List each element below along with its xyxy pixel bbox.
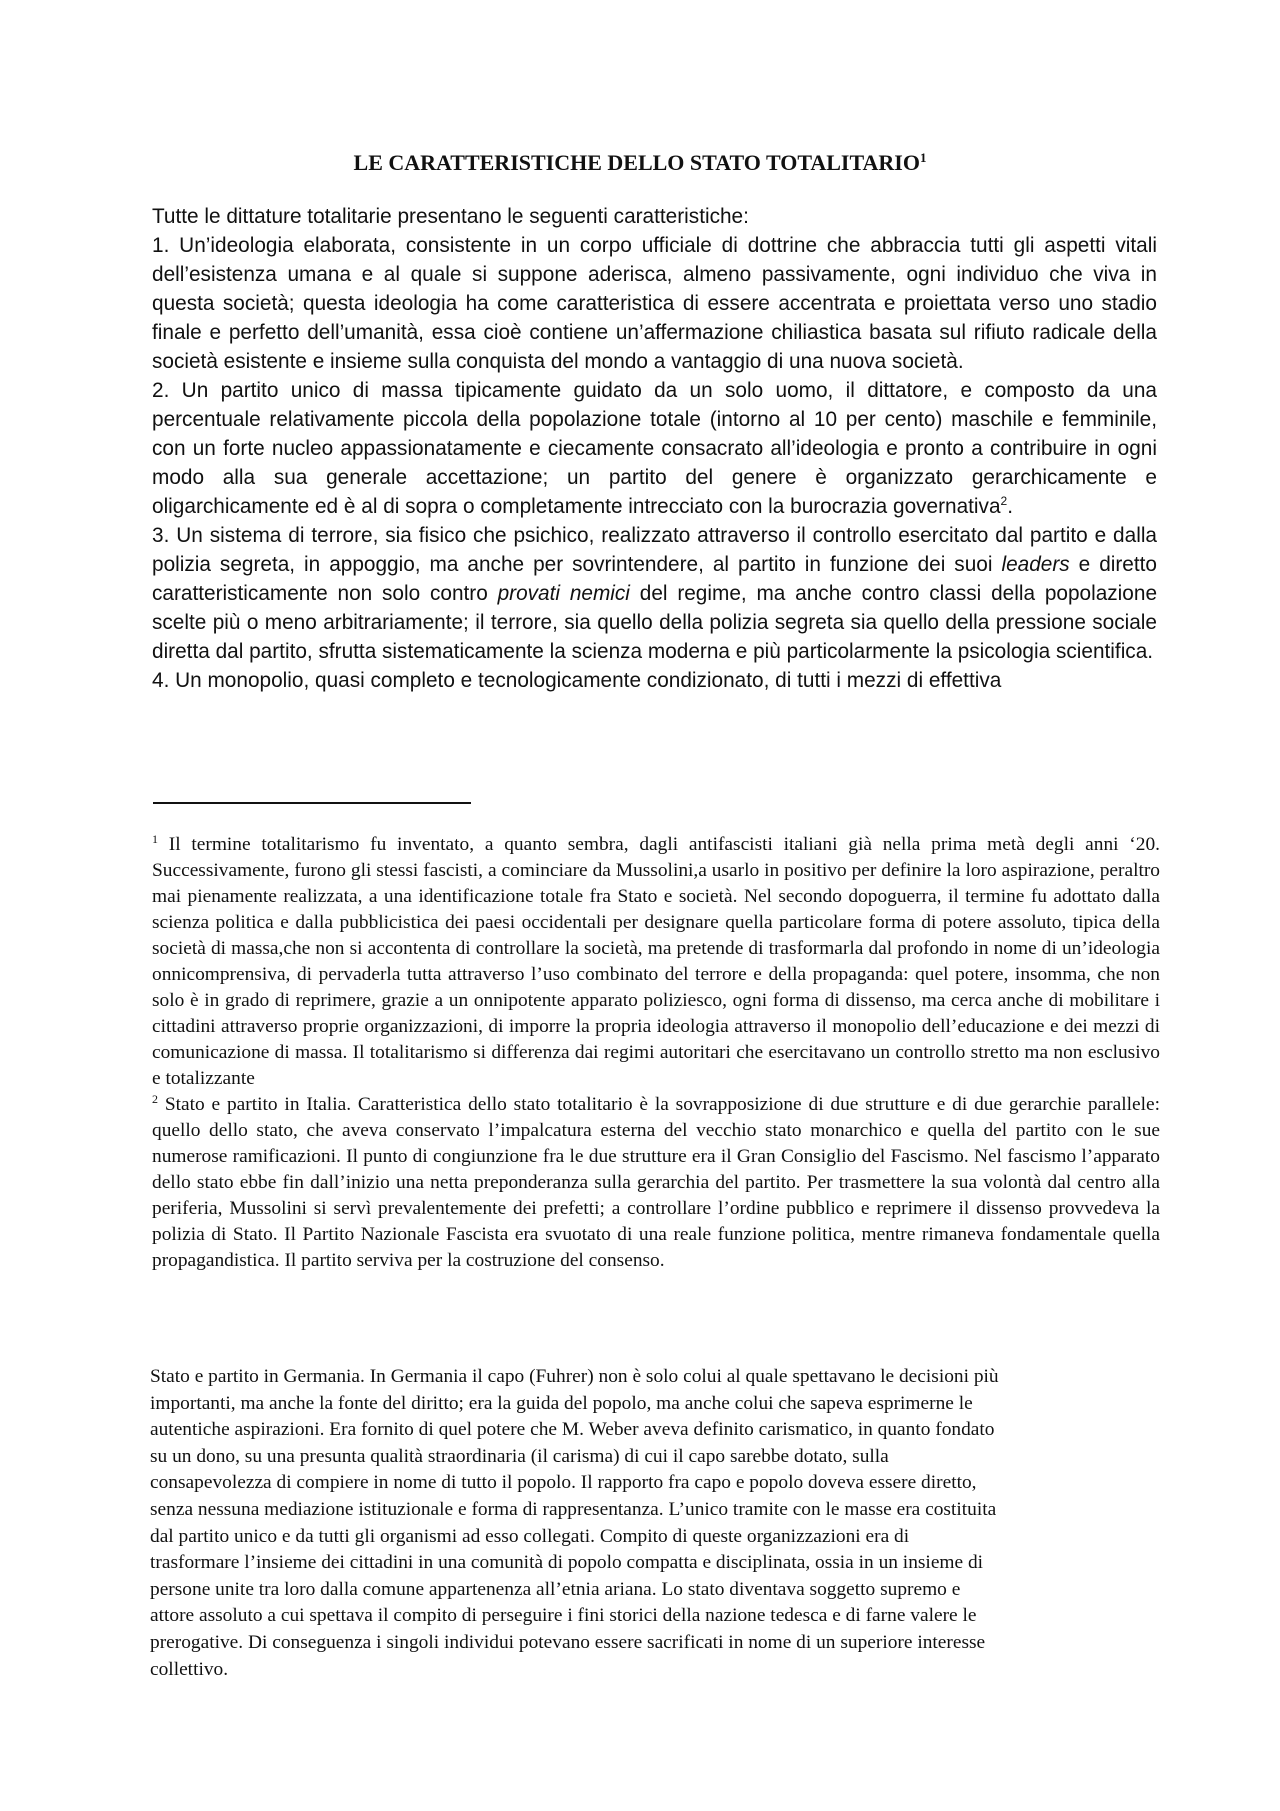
main-body <box>152 202 1157 695</box>
germany-line: dal partito unico e da tutti gli organismi ad esso collegati. Compito di queste organizzazioni era di <box>150 1525 910 1547</box>
document-title <box>150 150 1130 176</box>
footnote-1-marker: 1 <box>152 832 158 846</box>
germany-line: Stato e partito in Germania. In Germania il capo (Fuhrer) non è solo colui al quale spettavano le decisioni più <box>150 1366 999 1387</box>
footnotes <box>152 832 1160 1274</box>
germany-line: attore assoluto a cui spettava il compito di perseguire i fini storici della nazione tedesca e di farne valere le <box>150 1605 977 1627</box>
item-3-paragraph <box>152 521 1157 666</box>
title-footnote-ref[interactable]: 1 <box>919 150 927 165</box>
germany-line: collettivo. <box>150 1658 229 1680</box>
item-2-paragraph <box>152 376 1157 521</box>
germany-line: persone unite tra loro dalla comune appartenenza all’etnia ariana. Lo stato diventava soggetto supremo e <box>150 1578 961 1600</box>
item-3-leaders: leaders <box>1001 553 1070 576</box>
footnote-2-marker: 2 <box>152 1092 158 1106</box>
footnote-1 <box>152 832 1160 1092</box>
footnote-separator <box>153 802 471 804</box>
item-2-text: 2. Un partito unico di massa tipicamente guidato da un solo uomo, il dittatore, e composto da una percentuale relativamente piccola della popolazione totale (intorno al 10 per cento) maschile e femminile, con un forte nucleo appassionatamente e ciecamente consacrato all’ideologia e pronto a contribuire in ogni modo alla sua generale accettazione; un partito del genere è organizzato gerarchicamente e oligarchicamente ed è al di sopra o completamente intrecciato con la burocrazia governativa <box>152 379 1157 518</box>
germany-section <box>150 1364 1155 1683</box>
item-2-end: . <box>1007 495 1013 518</box>
footnote-2 <box>152 1092 1160 1274</box>
germany-line: senza nessuna mediazione istituzionale e forma di rappresentanza. L’unico tramite con le masse era costituita <box>150 1498 997 1520</box>
germany-line: prerogative. Di conseguenza i singoli individui potevano essere sacrificati in nome di un superiore interesse <box>150 1631 986 1653</box>
item-3-text-c: del regime, ma anche contro classi della popolazione scelte più o meno arbitrariamente; il terrore, sia quello della polizia segreta sia quello della pressione sociale diretta dal partito, sfrutta sistematicamente la scienza moderna e più particolarmente la psicologia scientifica. <box>152 582 1158 663</box>
germany-line: su un dono, su una presunta qualità straordinaria (il carisma) di cui il capo sarebbe dotato, sulla <box>150 1445 889 1467</box>
item-4-paragraph: 4. Un monopolio, quasi completo e tecnologicamente condizionato, di tutti i mezzi di effettiva <box>152 669 1002 692</box>
footnote-2-text: Stato e partito in Italia. Caratteristica dello stato totalitario è la sovrapposizione di due strutture e di due gerarchie parallele: quello dello stato, che aveva conservato l’impalcatura esterna del vecchio stato monarchico e quella del partito con le sue numerose ramificazioni. Il punto di congiunzione fra le due strutture era il Gran Consiglio del Fascismo. Nel fascismo l’apparato dello stato ebbe fin dall’inizio una netta preponderanza sulla gerarchia del partito. Per trasmettere la sua volontà dal centro alla periferia, Mussolini si servì prevalentemente dei prefetti; a controllare l’ordine pubblico e reprimere il dissenso provvedeva la polizia di Stato. Il Partito Nazionale Fascista era svuotato di una reale funzione politica, mentre rimaneva fondamentale quella propagandistica. Il partito serviva per la costruzione del consenso. <box>152 1094 1160 1271</box>
item-3-nemici: provati nemici <box>497 582 630 605</box>
germany-line: importanti, ma anche la fonte del diritto; era la guida del popolo, ma anche colui che sapeva esprimerne le <box>150 1392 973 1414</box>
germany-line: consapevolezza di compiere in nome di tutto il popolo. Il rapporto fra capo e popolo doveva essere diretto, <box>150 1472 977 1494</box>
germany-line: trasformare l’insieme dei cittadini in una comunità di popolo compatta e disciplinata, ossia in un insieme di <box>150 1552 984 1574</box>
item-1-paragraph: 1. Un’ideologia elaborata, consistente in un corpo ufficiale di dottrine che abbraccia tutti gli aspetti vitali dell’esistenza umana e al quale si suppone aderisca, almeno passivamente, ogni individuo che viva in questa società; questa ideologia ha come caratteristica di essere accentrata e proiettata verso uno stadio finale e perfetto dell’umanità, essa cioè contiene un’affermazione chiliastica basata sul rifiuto radicale della società esistente e insieme sulla conquista del mondo a vantaggio di una nuova società. <box>152 234 1157 373</box>
item-2-footnote-ref[interactable]: 2 <box>1000 494 1008 508</box>
title-text: LE CARATTERISTICHE DELLO STATO TOTALITARIO <box>353 150 920 175</box>
germany-line: autentiche aspirazioni. Era fornito di quel potere che M. Weber aveva definito carismatico, in quanto fondato <box>150 1419 995 1441</box>
intro-paragraph: Tutte le dittature totalitarie presentano le seguenti caratteristiche: <box>152 205 749 228</box>
footnote-1-text: Il termine totalitarismo fu inventato, a quanto sembra, dagli antifascisti italiani già nella prima metà degli anni ‘20. Successivamente, furono gli stessi fascisti, a cominciare da Mussolini,a usarlo in positivo per definire la loro aspirazione, peraltro mai pienamente realizzata, a una identificazione totale fra Stato e società. Nel secondo dopoguerra, il termine fu adottato dalla scienza politica e dalla pubblicistica dei paesi occidentali per designare quella particolare forma di potere assoluto, tipica della società di massa,che non si accontenta di controllare la società, ma pretende di trasformarla dal profondo in nome di un’ideologia onnicomprensiva, di pervaderla tutta attraverso l’uso combinato del terrore e della propaganda: quel potere, insomma, che non solo è in grado di reprimere, grazie a un onnipotente apparato poliziesco, ogni forma di dissenso, ma cerca anche di mobilitare i cittadini attraverso proprie organizzazioni, di imporre la propria ideologia attraverso il monopolio dell’educazione e dei mezzi di comunicazione di massa. Il totalitarismo si differenza dai regimi autoritari che esercitavano un controllo stretto ma non esclusivo e totalizzante <box>152 834 1160 1089</box>
item-3-text-a: 3. Un sistema di terrore, sia fisico che psichico, realizzato attraverso il controllo esercitato dal partito e dalla polizia segreta, in appoggio, ma anche per sovrintendere, al partito in funzione dei suoi <box>152 524 1157 576</box>
item-3-text-b: e diretto caratteristicamente non solo contro <box>152 553 1157 605</box>
